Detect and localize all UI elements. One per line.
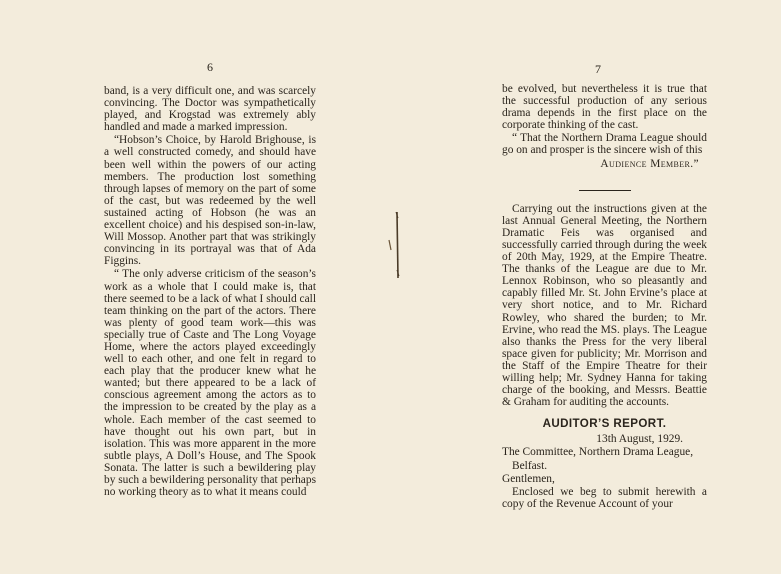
paragraph-right-1: be evolved, but nevertheless it is true that the successful production of any serious drama depends in the first place on the corporate thinking of the cast. bbox=[502, 83, 707, 132]
report-date: 13th August, 1929. bbox=[596, 433, 683, 446]
paragraph-left-1: band, is a very difficult one, and was scarcely convincing. The Doctor was sympathetically played, and Krogstad was extremely ably handled and made a marked impression. bbox=[104, 85, 316, 134]
report-body: Enclosed we beg to submit herewith a copy of the Revenue Account of your bbox=[502, 485, 707, 510]
right-page bbox=[390, 0, 781, 574]
paragraph-left-2: “Hobson’s Choice, by Harold Brighouse, is a well constructed comedy, and should have been well within the powers of our acting members. The production lost something through lapses of memory on the part of some of the cast, but was redeemed by the well sustained acting of Hobson (he was an excellent choice) and his despised son-in-law, Will Mossop. Another part that was strikingly convincing in its portrayal was that of Ada Figgins. bbox=[104, 134, 316, 268]
page-number-right: 7 bbox=[595, 62, 601, 76]
paragraph-right-2: “ That the Northern Drama League should go on and prosper is the sincere wish of this bbox=[502, 132, 707, 157]
feis-notice-paragraph: Carrying out the instructions given at the last Annual General Meeting, the Northern Dramatic Feis was organised and successfully carried through during the week of 20th May, 1929, at the Empire Theatre. The thanks of the League are due to Mr. Lennox Robinson, who so pleasantly and capably filled Mr. St. John Ervine’s place at very short notice, and to Mr. Richard Rowley, who shared the burden; to Mr. Ervine, who read the MS. plays. The League also thanks the Press for the very liberal space given for publicity; Mr. Morrison and the Staff of the Empire Theatre for their willing help; Mr. Sydney Hanna for taking charge of the booking, and Messrs. Beattie & Graham for auditing the accounts. bbox=[502, 202, 707, 409]
addressee-city: Belfast. bbox=[512, 459, 548, 472]
right-text-column bbox=[502, 83, 707, 511]
paragraph-left-3: “ The only adverse criticism of the season’s work as a whole that I could make is, that there seemed to be a lack of what I should call team thinking on the part of the actors. There was plenty of good team work—this was specially true of Caste and The Long Voyage Home, where the actors played exceedingly well to each other, and one felt in regard to each play that the producer knew what he wanted; but there appeared to be a lack of conscious agreement among the actors as to the impression to be created by the play as a whole. Each member of the cast seemed to have thought out his own part, but in isolation. This was more apparent in the more subtle plays, A Doll’s House, and The Spook Sonata. The latter is such a bewildering play by such a bewildering personality that perhaps no working theory as to what it means could bbox=[104, 268, 316, 499]
section-divider bbox=[579, 190, 631, 191]
page-number-left: 6 bbox=[207, 60, 213, 74]
left-text-column bbox=[104, 85, 316, 499]
salutation: Gentlemen, bbox=[502, 472, 555, 485]
signature: Audience Member.” bbox=[600, 157, 699, 170]
report-title: AUDITOR’S REPORT. bbox=[542, 417, 667, 431]
addressee-line: The Committee, Northern Drama League, bbox=[502, 446, 694, 459]
left-page bbox=[0, 0, 390, 574]
